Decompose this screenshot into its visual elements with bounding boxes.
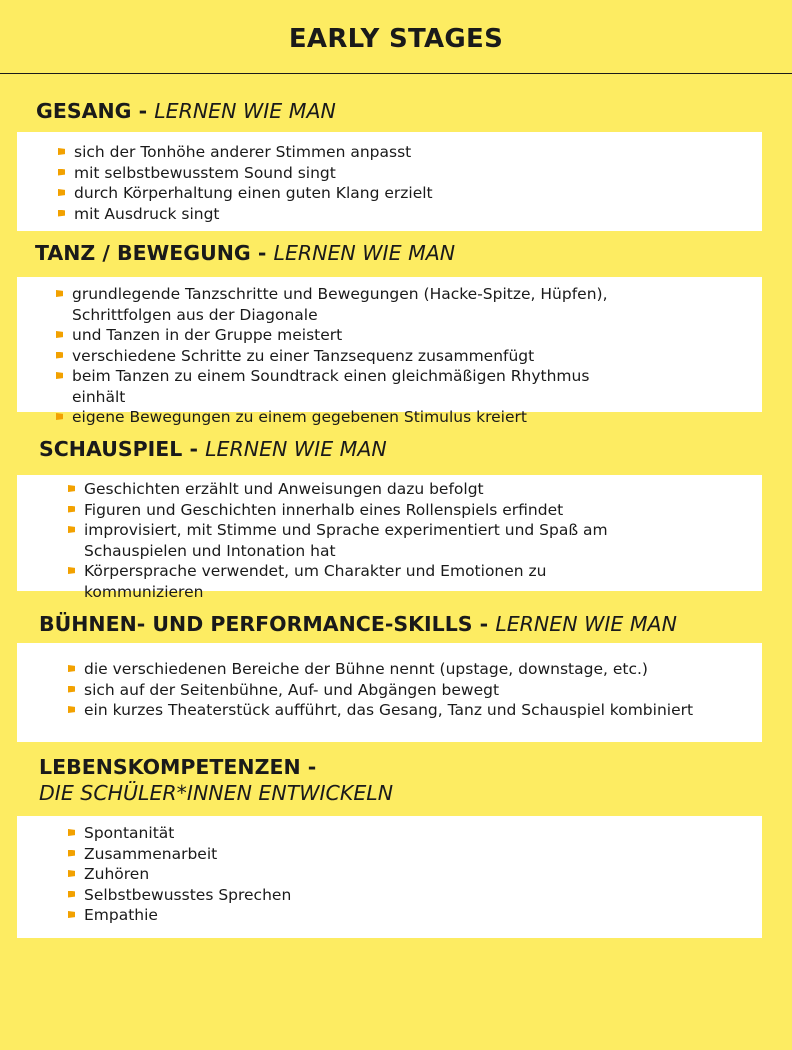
section-card-tanz <box>17 277 762 426</box>
section-heading-tanz <box>35 240 455 266</box>
section-heading-sub: LERNEN WIE MAN <box>495 612 677 636</box>
bullet-icon <box>68 870 75 877</box>
bullet-icon <box>58 169 65 176</box>
bullet-icon <box>68 506 75 513</box>
section-heading-main: TANZ / BEWEGUNG - <box>35 241 267 265</box>
section-card-gesang <box>17 132 762 231</box>
list-item: Empathie <box>84 905 762 926</box>
bullet-icon <box>68 485 75 492</box>
bullet-icon <box>68 567 75 574</box>
section-heading-schauspiel <box>39 436 387 462</box>
section-heading-sub: LERNEN WIE MAN <box>205 437 387 461</box>
bullet-icon <box>68 891 75 898</box>
section-heading-buehne <box>39 611 677 637</box>
list-item: grundlegende Tanzschritte und Bewegungen (Hacke-Spitze, Hüpfen), Schrittfolgen aus der Diagonale <box>72 284 612 325</box>
page-title: EARLY STAGES <box>288 23 504 54</box>
list-item: ein kurzes Theaterstück aufführt, das Gesang, Tanz und Schauspiel kombiniert <box>84 700 762 721</box>
list-item: Selbstbewusstes Sprechen <box>84 885 762 906</box>
bullet-icon <box>58 148 65 155</box>
section-heading-sub: DIE SCHÜLER*INNEN ENTWICKELN <box>39 781 394 805</box>
bullet-list <box>84 823 762 926</box>
bullet-icon <box>56 352 63 359</box>
bullet-icon <box>56 331 63 338</box>
bullet-icon <box>56 290 63 297</box>
list-item: verschiedene Schritte zu einer Tanzsequenz zusammenfügt <box>72 346 612 367</box>
bullet-icon <box>56 413 63 420</box>
section-card-lebenskompetenzen <box>17 816 762 938</box>
list-item: beim Tanzen zu einem Soundtrack einen gleichmäßigen Rhythmus einhält <box>72 366 612 407</box>
list-item: die verschiedenen Bereiche der Bühne nennt (upstage, downstage, etc.) <box>84 659 762 680</box>
section-card-buehne <box>17 643 762 742</box>
section-heading-sub: LERNEN WIE MAN <box>154 99 336 123</box>
section-heading-gesang <box>36 98 336 124</box>
list-item: Geschichten erzählt und Anweisungen dazu befolgt <box>84 479 622 500</box>
list-item: und Tanzen in der Gruppe meistert <box>72 325 612 346</box>
list-item: sich der Tonhöhe anderer Stimmen anpasst <box>74 142 762 163</box>
bullet-icon <box>68 911 75 918</box>
bullet-icon <box>68 686 75 693</box>
section-heading-sub: LERNEN WIE MAN <box>273 241 456 265</box>
bullet-icon <box>56 372 63 379</box>
section-card-schauspiel <box>17 475 762 601</box>
bullet-icon <box>68 706 75 713</box>
bullet-icon <box>58 210 65 217</box>
bullet-list <box>84 659 762 721</box>
bullet-icon <box>68 526 75 533</box>
list-item: durch Körperhaltung einen guten Klang erzielt <box>74 183 762 204</box>
list-item: Spontanität <box>84 823 762 844</box>
list-item: Zuhören <box>84 864 762 885</box>
section-heading-main: GESANG - <box>36 99 148 123</box>
bullet-list <box>84 479 622 602</box>
list-item: Körpersprache verwendet, um Charakter und Emotionen zu kommunizieren <box>84 561 622 602</box>
bullet-icon <box>58 189 65 196</box>
bullet-icon <box>68 850 75 857</box>
list-item: mit Ausdruck singt <box>74 204 762 225</box>
bullet-list <box>74 142 762 224</box>
list-item: mit selbstbewusstem Sound singt <box>74 163 762 184</box>
bullet-icon <box>68 665 75 672</box>
list-item: Zusammenarbeit <box>84 844 762 865</box>
section-heading-main: BÜHNEN- UND PERFORMANCE-SKILLS - <box>39 612 489 636</box>
section-heading-lebenskompetenzen <box>39 754 639 806</box>
page-header <box>0 0 792 74</box>
section-heading-main: LEBENSKOMPETENZEN - <box>39 755 317 779</box>
list-item: improvisiert, mit Stimme und Sprache experimentiert und Spaß am Schauspielen und Intonation hat <box>84 520 622 561</box>
section-heading-main: SCHAUSPIEL - <box>39 437 198 461</box>
list-item: eigene Bewegungen zu einem gegebenen Stimulus kreiert <box>72 407 612 428</box>
bullet-icon <box>68 829 75 836</box>
bullet-list <box>72 284 612 428</box>
list-item: sich auf der Seitenbühne, Auf- und Abgängen bewegt <box>84 680 762 701</box>
list-item: Figuren und Geschichten innerhalb eines Rollenspiels erfindet <box>84 500 622 521</box>
